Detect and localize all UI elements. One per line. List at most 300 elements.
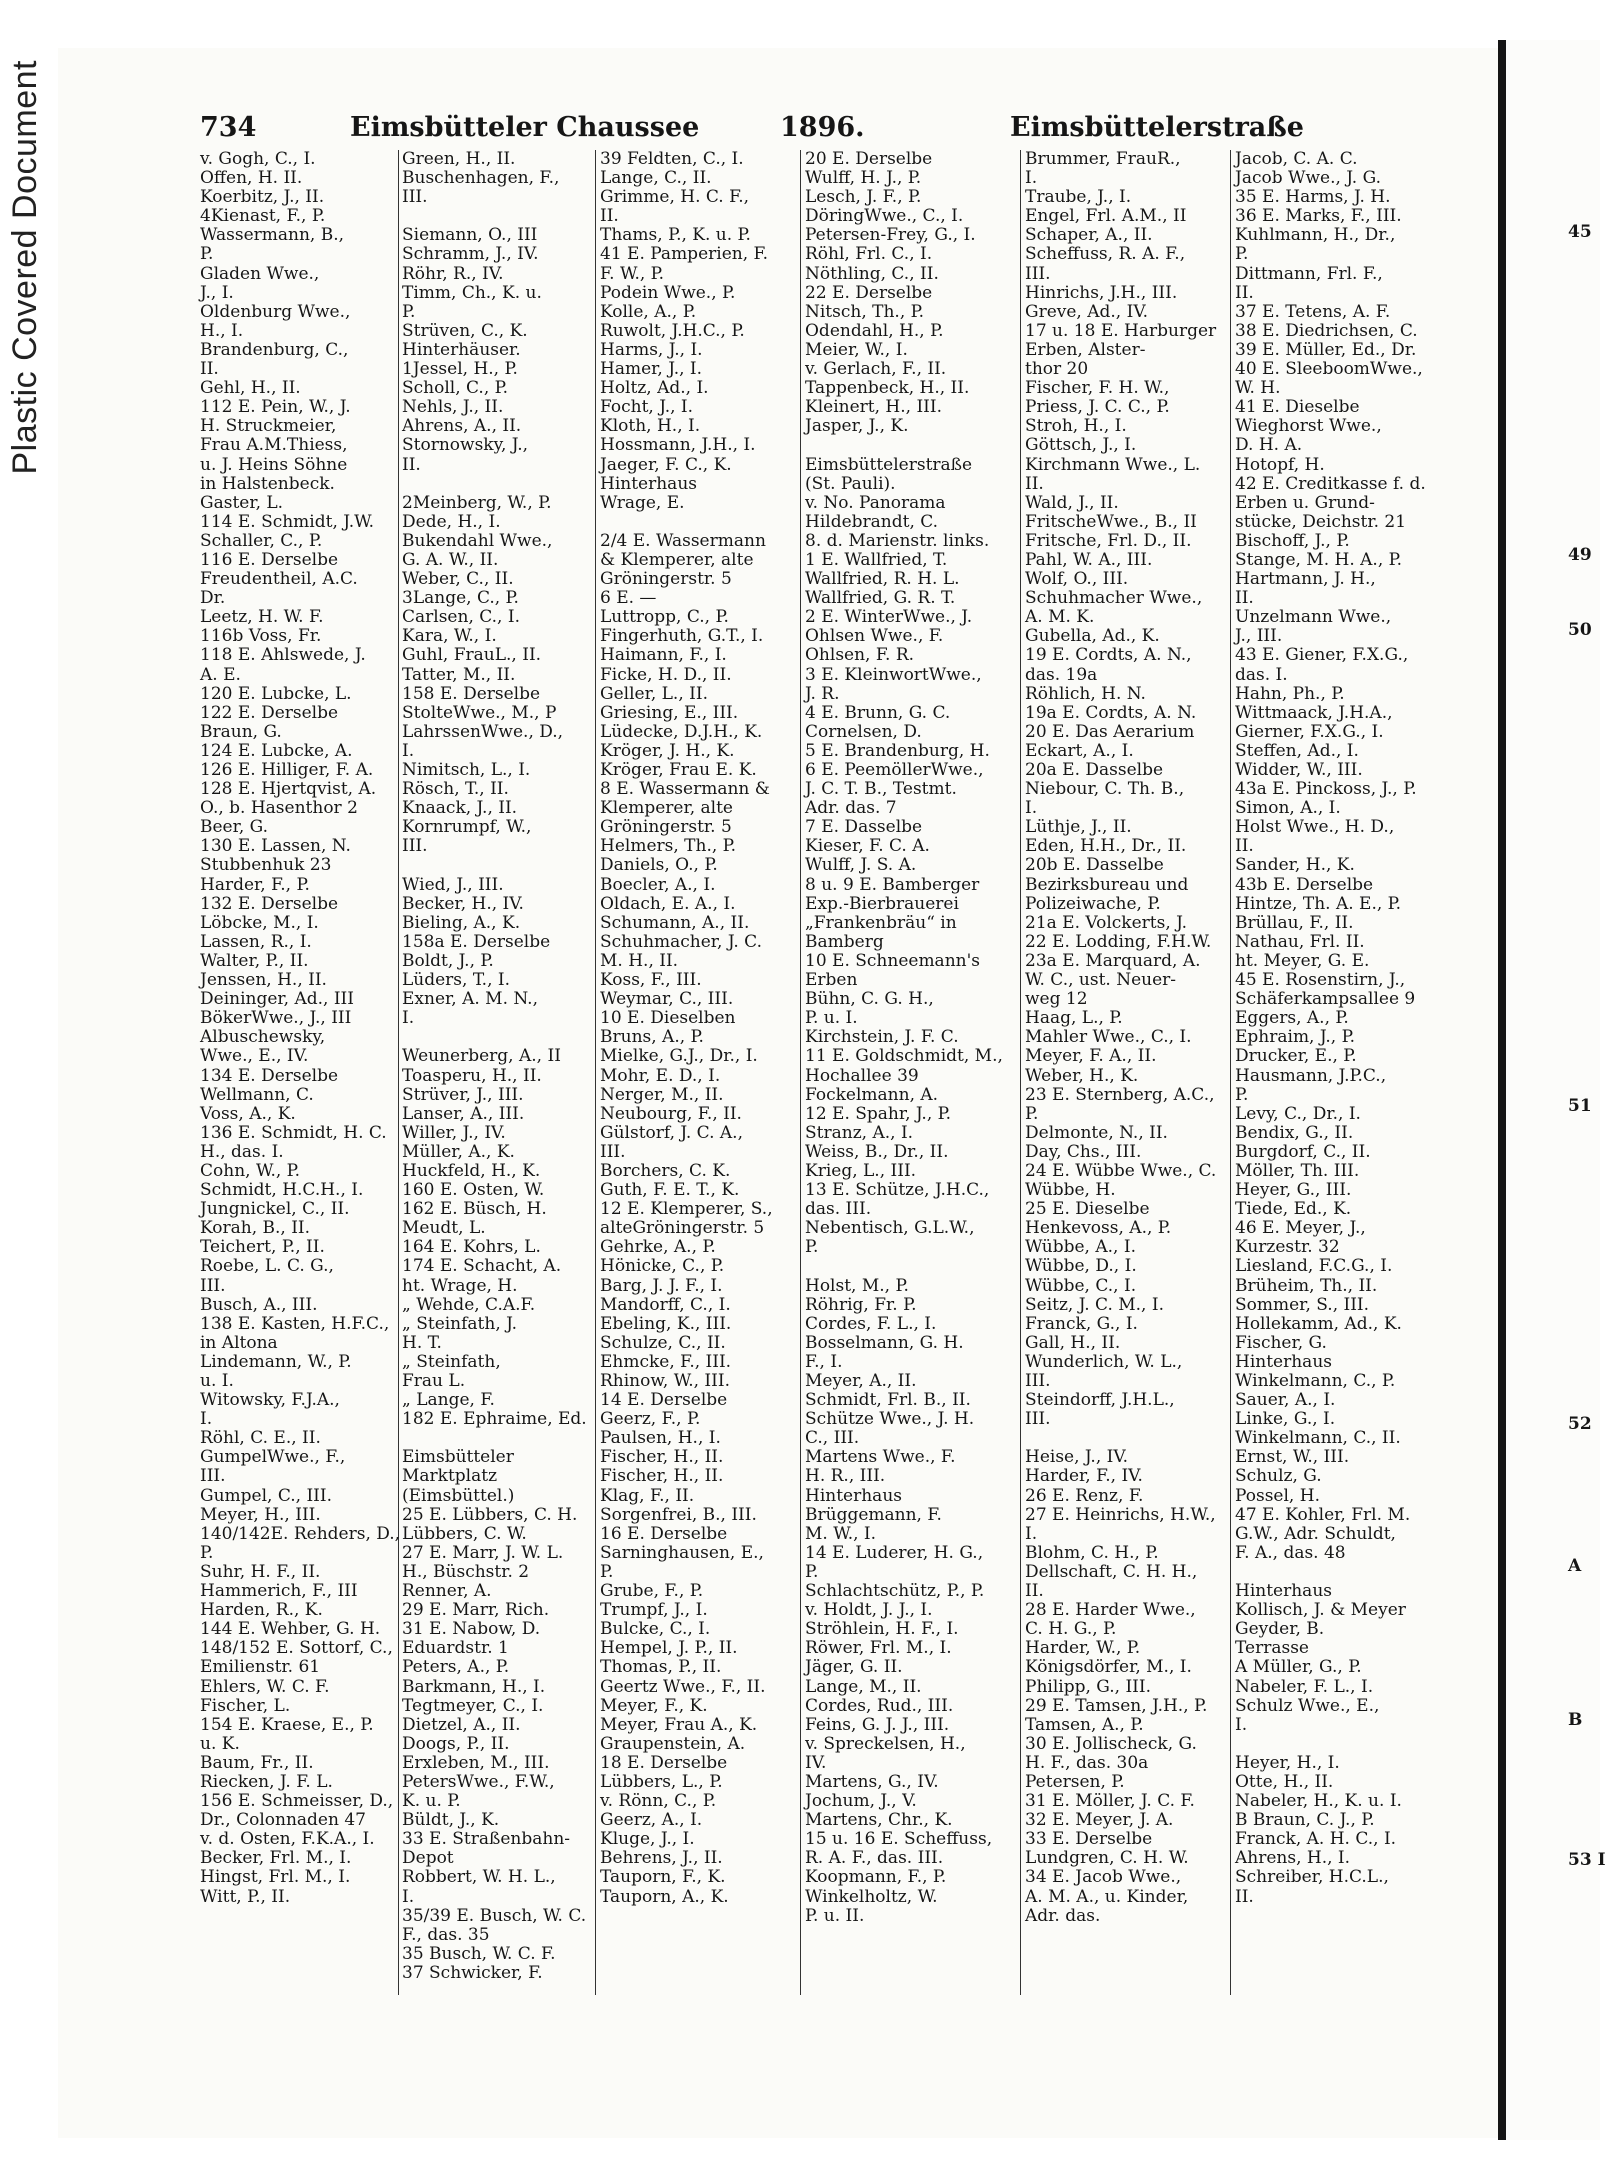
directory-line: 136 E. Schmidt, H. C. <box>200 1122 387 1143</box>
directory-line: III. <box>600 1141 626 1162</box>
directory-line: 5 E. Brandenburg, H. <box>805 740 990 761</box>
directory-line: v. Rönn, C., P. <box>600 1791 717 1812</box>
directory-line: 13 E. Schütze, J.H.C., <box>805 1180 990 1201</box>
directory-line: Walter, P., II. <box>200 950 309 971</box>
directory-line: 154 E. Kraese, E., P. <box>200 1714 374 1735</box>
directory-line: Eduardstr. 1 <box>402 1638 509 1659</box>
directory-line <box>1235 1563 1435 1582</box>
directory-line: Harder, W., P. <box>1025 1638 1141 1659</box>
directory-line: Meyer, A., II. <box>805 1371 917 1391</box>
directory-line: ht. Meyer, G. E. <box>1235 950 1370 971</box>
side-margin <box>0 0 58 2177</box>
directory-line: Brüheim, Th., II. <box>1235 1275 1378 1296</box>
directory-line: 35 E. Harms, J. H. <box>1235 187 1391 208</box>
column-rule <box>1020 150 1021 1995</box>
directory-line: 23 E. Sternberg, A.C., <box>1025 1084 1215 1105</box>
directory-line: Exp.-Bierbrauerei <box>805 893 959 914</box>
directory-column-1 <box>200 150 400 1907</box>
directory-line: J. C. T. B., Testmt. <box>805 779 957 800</box>
directory-line: 37 E. Tetens, A. F. <box>1235 301 1391 322</box>
directory-line: 10 E. Schneemann's <box>805 950 980 971</box>
directory-line: Hingst, Frl. M., I. <box>200 1867 351 1888</box>
directory-line: P. <box>805 1561 819 1582</box>
directory-line: Sauer, A., I. <box>1235 1390 1336 1411</box>
directory-line: Kara, W., I. <box>402 626 497 647</box>
directory-line: Röhrig, Fr. P. <box>805 1294 917 1315</box>
directory-line: 19a E. Cordts, A. N. <box>1025 702 1197 723</box>
directory-line: Helmers, Th., P. <box>600 836 737 857</box>
directory-line: Guth, F. E. T., K. <box>600 1180 740 1201</box>
directory-line: Nerger, M., II. <box>600 1084 724 1105</box>
directory-line: Jacob Wwe., J. G. <box>1235 168 1381 189</box>
directory-line: Priess, J. C. C., P. <box>1025 397 1170 418</box>
directory-line: 34 E. Jacob Wwe., <box>1025 1867 1182 1888</box>
directory-line: Depot <box>402 1848 454 1869</box>
directory-line: 162 E. Büsch, H. <box>402 1199 547 1220</box>
directory-line: Nitsch, Th., P. <box>805 301 925 322</box>
directory-line: Fischer, F. H. W., <box>1025 378 1170 399</box>
directory-line: Göttsch, J., I. <box>1025 435 1137 456</box>
directory-line: 10 E. Dieselben <box>600 1008 736 1029</box>
directory-line: I. <box>1025 798 1038 819</box>
directory-line: 29 E. Tamsen, J.H., P. <box>1025 1695 1208 1716</box>
directory-line: Odendahl, H., P. <box>805 320 944 341</box>
directory-line: Seitz, J. C. M., I. <box>1025 1294 1164 1315</box>
directory-line: v. Gerlach, F., II. <box>805 359 947 380</box>
directory-line <box>600 513 800 532</box>
directory-line: 11 E. Goldschmidt, M., <box>805 1046 1003 1067</box>
directory-line: II. <box>1235 588 1254 609</box>
directory-line: 45 E. Rosenstirn, J., <box>1235 970 1406 991</box>
directory-line: Schumann, A., II. <box>600 912 750 933</box>
directory-line: 18 E. Derselbe <box>600 1752 728 1773</box>
directory-line: Heyer, H., I. <box>1235 1752 1340 1773</box>
directory-line: 29 E. Marr, Rich. <box>402 1600 550 1621</box>
edge-number: B <box>1568 1710 1583 1730</box>
directory-line: 23a E. Marquard, A. <box>1025 950 1201 971</box>
directory-line: Fischer, H., II. <box>600 1447 724 1468</box>
directory-line: III. <box>1025 1371 1051 1391</box>
directory-line: Henkevoss, A., P. <box>1025 1218 1172 1239</box>
directory-line: Lübbers, L., P. <box>600 1771 723 1792</box>
directory-line: Harder, F., P. <box>200 874 310 895</box>
directory-line: Lindemann, W., P. <box>200 1351 352 1372</box>
directory-line: Wrage, E. <box>600 492 685 513</box>
directory-line: H., Büschstr. 2 <box>402 1561 530 1582</box>
directory-line: Hahn, Ph., P. <box>1235 683 1345 704</box>
directory-line: 126 E. Hilliger, F. A. <box>200 760 374 780</box>
directory-line: Strüven, C., K. <box>402 320 528 341</box>
directory-line: 158a E. Derselbe <box>402 931 551 952</box>
directory-line: A. M. K. <box>1025 607 1095 628</box>
directory-line: 112 E. Pein, W., J. <box>200 397 351 418</box>
directory-line: Bamberg <box>805 931 884 952</box>
directory-line: Sommer, S., III. <box>1235 1294 1370 1315</box>
directory-line: Drucker, E., P. <box>1235 1046 1357 1067</box>
directory-line: I. <box>1025 1523 1038 1544</box>
directory-line: Brandenburg, C., <box>200 339 349 360</box>
directory-line: Lüdecke, D.J.H., K. <box>600 721 763 742</box>
directory-line: M. W., I. <box>805 1523 877 1544</box>
directory-line: Brüllau, F., II. <box>1235 912 1354 933</box>
directory-line: Marktplatz <box>402 1466 498 1487</box>
directory-line <box>402 856 602 875</box>
directory-line: II. <box>402 454 421 475</box>
directory-line: 33 E. Straßenbahn- <box>402 1829 571 1850</box>
directory-line: I. <box>402 1886 415 1907</box>
directory-line: Levy, C., Dr., I. <box>1235 1103 1361 1124</box>
directory-line: Erben, Alster- <box>1025 339 1146 360</box>
directory-line: 20 E. Das Aerarium <box>1025 721 1195 742</box>
directory-line: Mohr, E. D., I. <box>600 1065 721 1086</box>
directory-line: 174 E. Schacht, A. <box>402 1256 562 1277</box>
directory-line: Witt, P., II. <box>200 1886 291 1907</box>
directory-line: Adr. das. <box>1025 1905 1101 1926</box>
directory-line: Schmidt, Frl. B., II. <box>805 1390 971 1411</box>
directory-line: Eimsbüttelerstraße <box>805 454 973 475</box>
directory-line: P. <box>805 1237 819 1258</box>
directory-line: Hinterhaus <box>1235 1351 1332 1372</box>
directory-line: I. <box>402 740 415 761</box>
directory-line: Robbert, W. H. L., <box>402 1867 556 1888</box>
directory-line: Greve, Ad., IV. <box>1025 301 1149 322</box>
directory-line: Wallfried, R. H. L. <box>805 569 960 590</box>
directory-line: H. T. <box>402 1332 442 1353</box>
directory-line: Weunerberg, A., II <box>402 1046 561 1067</box>
directory-line: Fritsche, Frl. D., II. <box>1025 530 1192 551</box>
directory-line: Deininger, Ad., III <box>200 989 354 1010</box>
directory-line: „ Wehde, C.A.F. <box>402 1294 536 1315</box>
directory-line: Neubourg, F., II. <box>600 1103 742 1124</box>
directory-line: Kröger, J. H., K. <box>600 740 735 761</box>
directory-line: II. <box>1235 282 1254 303</box>
directory-line: v. d. Osten, F.K.A., I. <box>200 1829 375 1850</box>
directory-line: III. <box>200 1466 226 1487</box>
directory-line: StolteWwe., M., P <box>402 702 557 723</box>
directory-line: Lange, M., II. <box>805 1676 922 1697</box>
directory-line: C. H. G., P. <box>1025 1619 1117 1640</box>
directory-line: Schulz, G. <box>1235 1466 1322 1487</box>
directory-line: Knaack, J., II. <box>402 798 518 819</box>
directory-line: 4 E. Brunn, G. C. <box>805 702 951 723</box>
directory-line: 12 E. Klemperer, S., <box>600 1199 773 1220</box>
directory-line: „ Steinfath, J. <box>402 1313 518 1334</box>
directory-line: 22 E. Derselbe <box>805 282 933 303</box>
directory-line: Braun, G. <box>200 721 282 742</box>
directory-line: Gehl, H., II. <box>200 378 301 399</box>
directory-line: Witowsky, F.J.A., <box>200 1390 340 1411</box>
directory-line: Koss, F., III. <box>600 970 702 991</box>
directory-line: Freudentheil, A.C. <box>200 569 358 590</box>
directory-line: Nebentisch, G.L.W., <box>805 1218 975 1239</box>
directory-line: v. Holdt, J. J., I. <box>805 1600 933 1621</box>
directory-line: Behrens, J., II. <box>600 1848 723 1869</box>
directory-line: 41 E. Pamperien, F. <box>600 244 769 265</box>
directory-line: Fingerhuth, G.T., I. <box>600 626 764 647</box>
directory-line: Jungnickel, C., II. <box>200 1199 350 1220</box>
directory-line: 138 E. Kasten, H.F.C., <box>200 1313 390 1334</box>
directory-line: Riecken, J. F. L. <box>200 1771 333 1792</box>
directory-line: Fischer, H., II. <box>600 1466 724 1487</box>
page-fold <box>1498 40 1506 2140</box>
directory-line: I. <box>200 1409 213 1430</box>
directory-line: Dede, H., I. <box>402 511 501 532</box>
directory-line: Kurzestr. 32 <box>1235 1237 1340 1258</box>
directory-line: Meyer, F., K. <box>600 1695 708 1716</box>
directory-line: Lüders, T., I. <box>402 970 511 991</box>
directory-line: Nehls, J., II. <box>402 397 504 418</box>
directory-line: Löbcke, M., I. <box>200 912 319 933</box>
directory-line: Holtz, Ad., I. <box>600 378 709 399</box>
directory-line: 35/39 E. Busch, W. C. <box>402 1905 587 1926</box>
directory-line: Gülstorf, J. C. A., <box>600 1122 743 1143</box>
directory-line: Voss, A., K. <box>200 1103 296 1124</box>
directory-line: 3 E. KleinwortWwe., <box>805 664 982 685</box>
directory-line: Bezirksbureau und <box>1025 874 1189 895</box>
directory-line: Erben <box>805 970 858 991</box>
directory-line: 118 E. Ahlswede, J. <box>200 645 366 666</box>
directory-column-4 <box>805 150 1005 1926</box>
directory-line: Bruns, A., P. <box>600 1027 704 1048</box>
directory-line: Wwe., E., IV. <box>200 1046 309 1067</box>
directory-line: Haag, L., P. <box>1025 1008 1123 1029</box>
directory-line: Martens, Chr., K. <box>805 1810 953 1831</box>
directory-line: 132 E. Derselbe <box>200 893 339 914</box>
directory-line: v. No. Panorama <box>805 492 946 513</box>
directory-line: Cohn, W., P. <box>200 1160 301 1181</box>
directory-line: Hinterhaus <box>1235 1581 1332 1602</box>
directory-line: Wübbe, A., I. <box>1025 1237 1136 1258</box>
directory-line: Lundgren, C. H. W. <box>1025 1848 1189 1869</box>
directory-line: Lüthje, J., II. <box>1025 817 1132 838</box>
directory-line <box>1235 1735 1435 1754</box>
directory-line: Brummer, FrauR., <box>1025 149 1181 169</box>
directory-line: Liesland, F.C.G., I. <box>1235 1256 1393 1277</box>
directory-line: 20 E. Derselbe <box>805 149 933 169</box>
directory-line: Ruwolt, J.H.C., P. <box>600 320 745 341</box>
directory-line: Wolf, O., III. <box>1025 569 1129 590</box>
directory-line: BökerWwe., J., III <box>200 1008 352 1029</box>
directory-line: W. H. <box>1235 378 1281 399</box>
directory-line: Suhr, H. F., II. <box>200 1561 321 1582</box>
directory-line: Holst Wwe., H. D., <box>1235 817 1395 838</box>
directory-line: Kluge, J., I. <box>600 1829 695 1850</box>
directory-line: Wied, J., III. <box>402 874 504 895</box>
directory-line: Hotopf, H. <box>1235 454 1325 475</box>
directory-line: Weiss, B., Dr., II. <box>805 1141 949 1162</box>
directory-line: P. <box>600 1561 614 1582</box>
directory-line: III. <box>402 836 428 857</box>
directory-line: 32 E. Meyer, J. A. <box>1025 1810 1174 1831</box>
directory-line: Becker, H., IV. <box>402 893 524 914</box>
directory-line <box>402 1028 602 1047</box>
directory-line: P. <box>1025 1103 1039 1124</box>
directory-line: Pahl, W. A., III. <box>1025 549 1153 570</box>
directory-line: 12 E. Spahr, J., P. <box>805 1103 952 1124</box>
directory-line: & Klemperer, alte <box>600 549 754 570</box>
directory-line: F. A., das. 48 <box>1235 1542 1346 1563</box>
directory-line: 1 E. Wallfried, T. <box>805 549 948 570</box>
directory-line: Wald, J., II. <box>1025 492 1119 513</box>
directory-line: Kleinert, H., III. <box>805 397 942 418</box>
directory-line: Ehlers, W. C. F. <box>200 1676 330 1697</box>
directory-line: Feins, G. J. J., III. <box>805 1714 950 1735</box>
right-running-title: Eimsbüttelerstraße <box>1010 112 1304 143</box>
directory-line: Thomas, P., II. <box>600 1657 722 1678</box>
directory-line: 31 E. Nabow, D. <box>402 1619 541 1640</box>
directory-line: Lübbers, C. W. <box>402 1523 527 1544</box>
directory-line: Strüver, J., III. <box>402 1084 524 1105</box>
directory-line: Müller, A., K. <box>402 1141 515 1162</box>
directory-line: 33 E. Derselbe <box>1025 1829 1153 1850</box>
directory-line: Dietzel, A., II. <box>402 1714 521 1735</box>
directory-line: 26 E. Renz, F. <box>1025 1485 1144 1506</box>
directory-line: II. <box>1235 1886 1254 1907</box>
directory-line: 36 E. Marks, F., III. <box>1235 206 1402 227</box>
directory-line: 30 E. Jollischeck, G. <box>1025 1733 1197 1754</box>
directory-line: P. <box>402 301 416 322</box>
directory-line: Winkelholtz, W. <box>805 1886 938 1907</box>
directory-line: Linke, G., I. <box>1235 1409 1336 1430</box>
directory-line: Schaller, C., P. <box>200 530 323 551</box>
directory-line: Büldt, J., K. <box>402 1810 500 1831</box>
directory-line: Oldach, E. A., I. <box>600 893 736 914</box>
directory-line: P. <box>200 244 214 265</box>
directory-line: W. C., ust. Neuer- <box>1025 970 1177 991</box>
directory-line: Gehrke, A., P. <box>600 1237 716 1258</box>
directory-line: FritscheWwe., B., II <box>1025 511 1197 532</box>
directory-line: 19 E. Cordts, A. N., <box>1025 645 1192 666</box>
directory-line: Day, Chs., III. <box>1025 1141 1142 1162</box>
directory-line: 43 E. Giener, F.X.G., <box>1235 645 1409 666</box>
directory-line: I. <box>1025 168 1038 189</box>
directory-line: Petersen-Frey, G., I. <box>805 225 976 246</box>
directory-line: Gladen Wwe., <box>200 263 320 284</box>
directory-line: alteGröningerstr. 5 <box>600 1218 765 1239</box>
directory-line: Kuhlmann, H., Dr., <box>1235 225 1396 246</box>
directory-line: (St. Pauli). <box>805 473 896 494</box>
directory-line: P. <box>1235 1084 1249 1105</box>
directory-line: B Braun, C. J., P. <box>1235 1810 1375 1831</box>
directory-line: Oldenburg Wwe., <box>200 301 351 322</box>
directory-line <box>1025 1429 1225 1448</box>
directory-line: 2/4 E. Wassermann <box>600 530 766 551</box>
directory-line: Ahrens, A., II. <box>402 416 522 437</box>
directory-line: 8 u. 9 E. Bamberger <box>805 874 980 895</box>
directory-line: Wellmann, C. <box>200 1084 314 1105</box>
directory-line: Kollisch, J. & Meyer <box>1235 1600 1406 1621</box>
directory-line: Fockelmann, A. <box>805 1084 939 1105</box>
directory-line: Fischer, L. <box>200 1695 291 1716</box>
directory-line: GumpelWwe., F., <box>200 1447 346 1468</box>
directory-line: Steffen, Ad., I. <box>1235 740 1359 761</box>
directory-line: Schütze Wwe., J. H. <box>805 1409 975 1430</box>
directory-line: Hossmann, J.H., I. <box>600 435 756 456</box>
directory-line: Teichert, P., II. <box>200 1237 325 1258</box>
directory-line: II. <box>1235 836 1254 857</box>
directory-line: 114 E. Schmidt, J.W. <box>200 511 375 532</box>
directory-line: Schramm, J., IV. <box>402 244 539 265</box>
directory-line: A Müller, G., P. <box>1235 1657 1362 1678</box>
directory-line: PetersWwe., F.W., <box>402 1771 555 1792</box>
directory-line: Sander, H., K. <box>1235 855 1355 876</box>
directory-line: Trumpf, J., I. <box>600 1600 708 1621</box>
directory-line: Hintze, Th. A. E., P. <box>1235 893 1402 914</box>
directory-line: Meyer, Frau A., K. <box>600 1714 758 1735</box>
directory-line: Hochallee 39 <box>805 1065 919 1086</box>
edge-number: 49 <box>1568 545 1592 565</box>
directory-line: Wassermann, B., <box>200 225 345 246</box>
directory-line: Rhinow, W., III. <box>600 1371 730 1391</box>
directory-line: Traube, J., I. <box>1025 187 1132 208</box>
directory-line: Niebour, C. Th. B., <box>1025 779 1185 800</box>
directory-line: Winkelmann, C., II. <box>1235 1428 1401 1449</box>
directory-line: Tamsen, A., P. <box>1025 1714 1144 1735</box>
directory-line: Jenssen, H., II. <box>200 970 327 991</box>
directory-line: Gall, H., II. <box>1025 1332 1121 1353</box>
directory-line: Schulze, C., II. <box>600 1332 726 1353</box>
directory-line: Buschenhagen, F., <box>402 168 560 189</box>
directory-line: Stornowsky, J., <box>402 435 529 456</box>
directory-line: Koopmann, F., P. <box>805 1867 947 1888</box>
directory-line: F. W., P. <box>600 263 665 284</box>
directory-line: Unzelmann Wwe., <box>1235 607 1392 628</box>
directory-line: 8. d. Marienstr. links. <box>805 530 990 551</box>
directory-line: Hinrichs, J.H., III. <box>1025 282 1178 303</box>
adjacent-page <box>1506 40 1600 2140</box>
directory-line: III. <box>1025 1409 1051 1430</box>
directory-line: Delmonte, N., II. <box>1025 1122 1168 1143</box>
column-rule <box>800 150 801 1995</box>
directory-column-6 <box>1235 150 1435 1907</box>
directory-line: Peters, A., P. <box>402 1657 510 1678</box>
directory-line: Ernst, W., III. <box>1235 1447 1350 1468</box>
directory-line: O., b. Hasenthor 2 <box>200 798 358 819</box>
directory-line: Jochum, J., V. <box>805 1791 917 1812</box>
directory-line: Wieghorst Wwe., <box>1235 416 1382 437</box>
directory-line: Lesch, J. F., P. <box>805 187 922 208</box>
directory-line: Hempel, J. P., II. <box>600 1638 738 1659</box>
directory-line: Weymar, C., III. <box>600 989 734 1010</box>
directory-line: Gierner, F.X.G., I. <box>1235 721 1384 742</box>
directory-line: Possel, H. <box>1235 1485 1320 1506</box>
directory-line: Schuhmacher, J. C. <box>600 931 762 952</box>
directory-line: 14 E. Luderer, H. G., <box>805 1542 984 1563</box>
directory-line: Engel, Frl. A.M., II <box>1025 206 1187 227</box>
directory-line: Klemperer, alte <box>600 798 733 819</box>
directory-line: 116b Voss, Fr. <box>200 626 322 647</box>
directory-line: Green, H., II. <box>402 149 516 169</box>
directory-line: Bosselmann, G. H. <box>805 1332 964 1353</box>
directory-line: Busch, A., III. <box>200 1294 318 1315</box>
directory-line: 42 E. Creditkasse f. d. <box>1235 473 1426 494</box>
directory-line: Barkmann, H., I. <box>402 1676 546 1697</box>
directory-line: Burgdorf, C., II. <box>1235 1141 1371 1162</box>
directory-line: Ephraim, J., P. <box>1235 1027 1355 1048</box>
directory-line: Rösch, T., II. <box>402 779 509 800</box>
directory-line: 134 E. Derselbe <box>200 1065 339 1086</box>
directory-line: Mielke, G.J., Dr., I. <box>600 1046 758 1067</box>
directory-line: 8 E. Wassermann & <box>600 779 770 800</box>
directory-line: 39 Feldten, C., I. <box>600 149 744 169</box>
directory-line: Siemann, O., III <box>402 225 538 246</box>
directory-line: Dittmann, Frl. F., <box>1235 263 1383 284</box>
directory-line: Griesing, E., III. <box>600 702 739 723</box>
directory-line: in Halstenbeck. <box>200 473 335 494</box>
directory-line: Winkelmann, C., P. <box>1235 1371 1396 1391</box>
directory-line: 2 E. WinterWwe., J. <box>805 607 973 628</box>
directory-line: Hinterhaus <box>805 1485 902 1506</box>
